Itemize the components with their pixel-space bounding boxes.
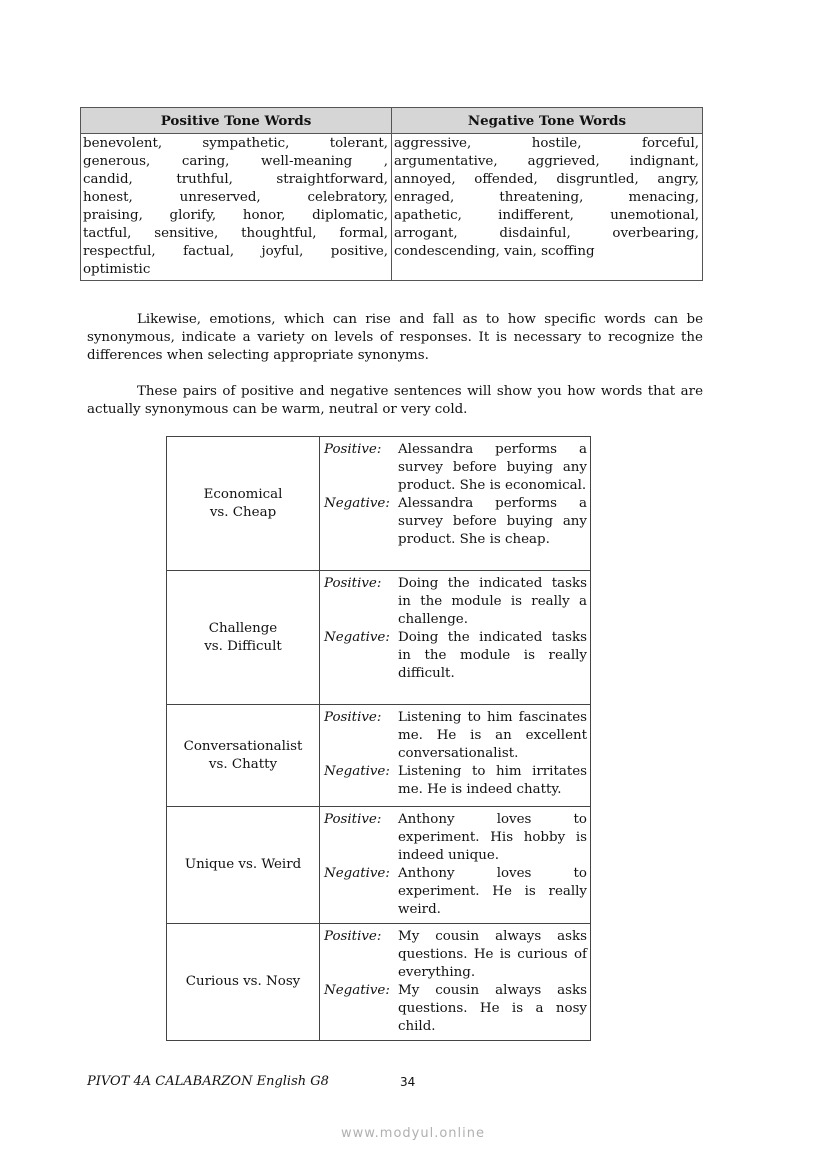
negative-sentence [324, 763, 587, 799]
negative-label: Negative: [324, 983, 390, 998]
word-pair-line: vs. Chatty [208, 756, 278, 772]
word-line: apathetic, indifferent, unemotional, [394, 208, 699, 223]
sentences-cell [320, 705, 591, 807]
word-line: annoyed, offended, disgruntled, angry, [394, 172, 699, 187]
word-pair [167, 924, 320, 1041]
word-line: optimistic [83, 262, 151, 277]
positive-sentence [324, 575, 587, 629]
word-pair-line: Economical [203, 486, 283, 502]
negative-label: Negative: [324, 764, 390, 779]
word-line: argumentative, aggrieved, indignant, [394, 154, 699, 169]
positive-text: Doing the indicated tasks in the module is really a challenge. [398, 576, 587, 627]
sentences-cell [320, 437, 591, 571]
negative-label: Negative: [324, 496, 390, 511]
positive-words-cell [81, 134, 392, 281]
page-number: 34 [400, 1075, 416, 1089]
word-pair [167, 705, 320, 807]
positive-sentence [324, 441, 587, 495]
positive-label: Positive: [324, 442, 382, 457]
negative-sentence [324, 865, 587, 919]
paragraph-text: Likewise, emotions, which can rise and fall as to how specific words can be synonymous, indicate a variety on levels of responses. It is necessary to recognize the differences when selecting appropriate synonyms. [87, 312, 703, 363]
positive-label: Positive: [324, 929, 382, 944]
word-line: candid, truthful, straightforward, [83, 172, 388, 187]
positive-label: Positive: [324, 812, 382, 827]
example-row [167, 705, 591, 807]
word-line: praising, glorify, honor, diplomatic, [83, 208, 388, 223]
word-pair [167, 437, 320, 571]
footer-title: PIVOT 4A CALABARZON English G8 [87, 1074, 329, 1089]
word-line: honest, unreserved, celebratory, [83, 190, 388, 205]
word-pair-line: vs. Difficult [204, 638, 282, 654]
negative-sentence [324, 495, 587, 549]
header-positive: Positive Tone Words [81, 108, 392, 134]
positive-text: Anthony loves to experiment. His hobby is indeed unique. [398, 812, 587, 863]
negative-sentence [324, 982, 587, 1036]
word-line: respectful, factual, joyful, positive, [83, 244, 388, 259]
watermark: www.modyul.online [340, 1126, 486, 1141]
positive-text: Alessandra performs a survey before buying any product. She is economical. [398, 442, 587, 493]
word-line: enraged, threatening, menacing, [394, 190, 699, 205]
example-row [167, 571, 591, 705]
negative-sentence [324, 629, 587, 683]
negative-label: Negative: [324, 630, 390, 645]
positive-sentence [324, 811, 587, 865]
negative-text: Listening to him irritates me. He is indeed chatty. [398, 764, 587, 797]
paragraph-1 [87, 311, 703, 365]
negative-text: Doing the indicated tasks in the module is really difficult. [398, 630, 587, 681]
word-line: benevolent, sympathetic, tolerant, [83, 136, 388, 151]
positive-sentence [324, 709, 587, 763]
example-row [167, 807, 591, 924]
negative-words-cell [392, 134, 703, 281]
positive-text: My cousin always asks questions. He is curious of everything. [398, 929, 587, 980]
word-pair-line: Curious vs. Nosy [185, 974, 301, 989]
word-pair-line: Challenge [208, 620, 278, 636]
negative-label: Negative: [324, 866, 390, 881]
paragraph-text: These pairs of positive and negative sentences will show you how words that are actually synonymous can be warm, neutral or very cold. [87, 384, 703, 417]
word-line: arrogant, disdainful, overbearing, [394, 226, 699, 241]
word-pair-line: vs. Cheap [209, 504, 277, 520]
negative-text: My cousin always asks questions. He is a nosy child. [398, 983, 587, 1034]
word-line: tactful, sensitive, thoughtful, formal, [83, 226, 388, 241]
word-pair [167, 807, 320, 924]
sentences-cell [320, 924, 591, 1041]
positive-label: Positive: [324, 576, 382, 591]
sentences-cell [320, 571, 591, 705]
word-line: aggressive, hostile, forceful, [394, 136, 699, 151]
example-row [167, 924, 591, 1041]
tone-words-table [80, 107, 703, 281]
positive-label: Positive: [324, 710, 382, 725]
negative-text: Alessandra performs a survey before buying any product. She is cheap. [398, 496, 587, 547]
positive-sentence [324, 928, 587, 982]
positive-text: Listening to him fascinates me. He is an excellent conversationalist. [398, 710, 587, 761]
word-pair [167, 571, 320, 705]
paragraph-2 [87, 383, 703, 419]
header-negative: Negative Tone Words [392, 108, 703, 134]
negative-text: Anthony loves to experiment. He is really weird. [398, 866, 587, 917]
word-line: generous, caring, well-meaning , [83, 154, 388, 169]
sentences-cell [320, 807, 591, 924]
word-pair-line: Unique vs. Weird [184, 857, 302, 872]
word-line: condescending, vain, scoffing [394, 244, 595, 259]
word-pair-line: Conversationalist [183, 738, 303, 754]
example-row [167, 437, 591, 571]
examples-table [166, 436, 591, 1041]
